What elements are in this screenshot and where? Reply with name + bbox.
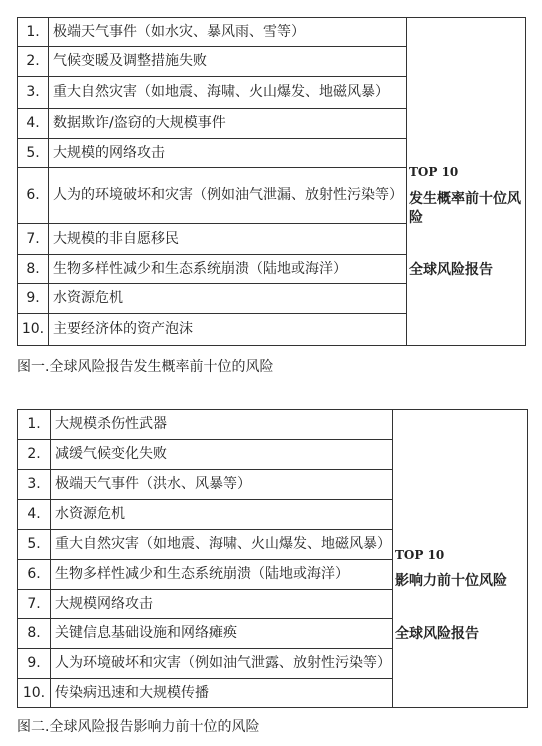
risk-item: 主要经济体的资产泡沫: [49, 314, 407, 346]
risk-item: 大规模的非自愿移民: [49, 224, 407, 255]
risk-item: 极端天气事件（如水灾、暴风雨、雪等）: [49, 18, 407, 47]
table-side-label: [407, 18, 526, 346]
side-label-title: 影响力前十位风险: [395, 572, 507, 589]
row-number: 7.: [18, 224, 49, 255]
risk-item: 重大自然灾害（如地震、海啸、火山爆发、地磁风暴）: [51, 530, 393, 560]
table-row: [18, 410, 528, 440]
row-number: 9.: [18, 649, 51, 679]
risk-item: 减缓气候变化失败: [51, 440, 393, 470]
side-label-top: TOP 10: [395, 547, 445, 562]
figure-caption-2: 图二.全球风险报告影响力前十位的风险: [17, 719, 260, 735]
row-number: 8.: [18, 255, 49, 284]
row-number: 3.: [18, 77, 49, 109]
row-number: 5.: [18, 530, 51, 560]
risk-item: 数据欺诈/盗窃的大规模事件: [49, 109, 407, 139]
risk-item: 水资源危机: [51, 500, 393, 530]
risk-item: 人为的环境破坏和灾害（例如油气泄漏、放射性污染等）: [49, 168, 407, 224]
risk-item: 极端天气事件（洪水、风暴等）: [51, 470, 393, 500]
row-number: 10.: [18, 314, 49, 346]
row-number: 4.: [18, 500, 51, 530]
side-label-report: 全球风险报告: [409, 262, 493, 278]
row-number: 4.: [18, 109, 49, 139]
side-label-top: TOP 10: [409, 165, 459, 179]
figure-caption-1: 图一.全球风险报告发生概率前十位的风险: [17, 359, 274, 375]
risk-item: 关键信息基础设施和网络瘫痪: [51, 619, 393, 649]
row-number: 7.: [18, 590, 51, 619]
row-number: 2.: [18, 47, 49, 77]
risk-table-impact: [17, 409, 528, 708]
table-row: [18, 18, 526, 47]
row-number: 5.: [18, 139, 49, 168]
side-label-title: 发生概率前十位风险: [409, 191, 521, 226]
risk-item: 大规模网络攻击: [51, 590, 393, 619]
row-number: 2.: [18, 440, 51, 470]
risk-item: 传染病迅速和大规模传播: [51, 679, 393, 708]
risk-item: 生物多样性减少和生态系统崩溃（陆地或海洋）: [51, 560, 393, 590]
risk-item: 大规模的网络攻击: [49, 139, 407, 168]
table-side-label: [393, 410, 528, 708]
row-number: 1.: [18, 18, 49, 47]
row-number: 6.: [18, 168, 49, 224]
side-label-report: 全球风险报告: [395, 625, 479, 642]
risk-item: 人为环境破坏和灾害（例如油气泄露、放射性污染等）: [51, 649, 393, 679]
risk-item: 水资源危机: [49, 284, 407, 314]
row-number: 8.: [18, 619, 51, 649]
row-number: 3.: [18, 470, 51, 500]
row-number: 9.: [18, 284, 49, 314]
row-number: 6.: [18, 560, 51, 590]
row-number: 1.: [18, 410, 51, 440]
risk-item: 气候变暖及调整措施失败: [49, 47, 407, 77]
risk-item: 重大自然灾害（如地震、海啸、火山爆发、地磁风暴）: [49, 77, 407, 109]
risk-table-probability: [17, 17, 526, 346]
row-number: 10.: [18, 679, 51, 708]
risk-item: 生物多样性减少和生态系统崩溃（陆地或海洋）: [49, 255, 407, 284]
risk-item: 大规模杀伤性武器: [51, 410, 393, 440]
